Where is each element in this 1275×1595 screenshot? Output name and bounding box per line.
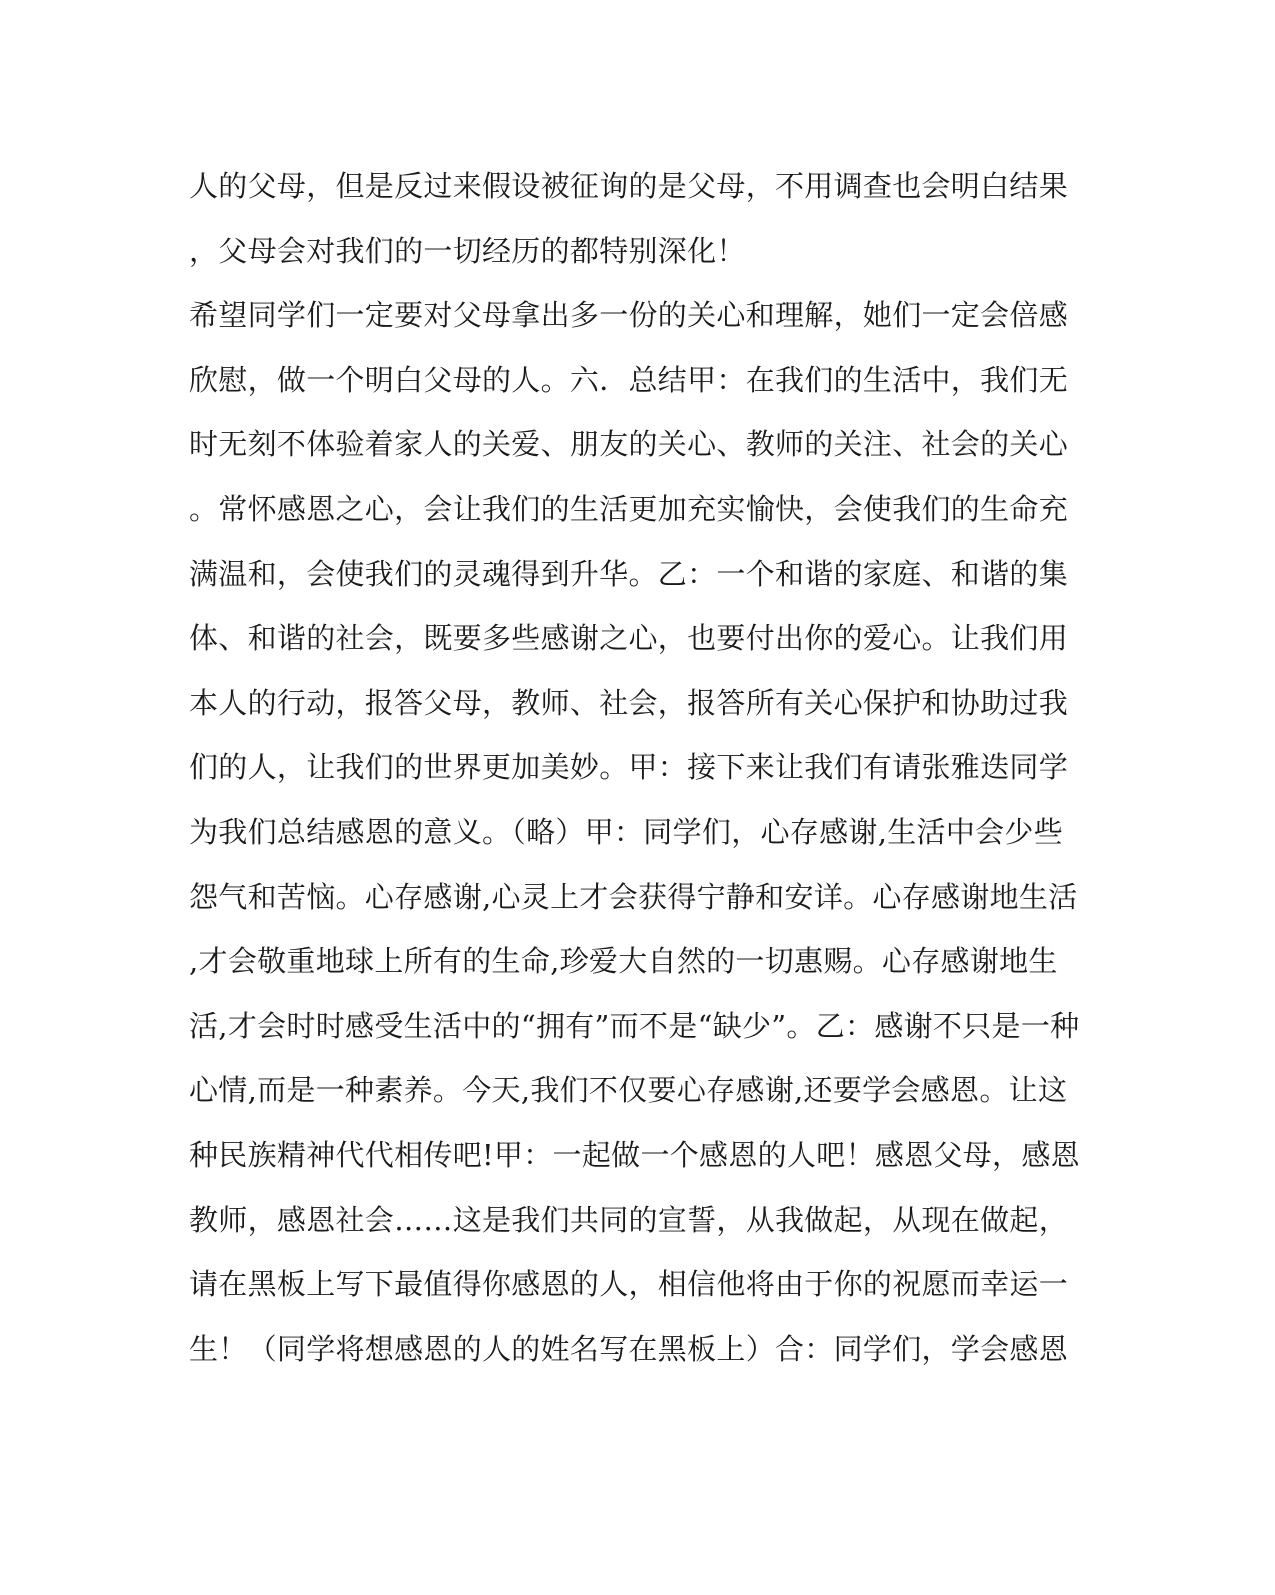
text-line: ，父母会对我们的一切经历的都特别深化！ — [189, 233, 746, 268]
text-line: 请在黑板上写下最值得你感恩的人，相信他将由于你的祝愿而幸运一 — [189, 1267, 1069, 1302]
text-line: 人的父母，但是反过来假设被征询的是父母，不用调查也会明白结果 — [189, 169, 1069, 203]
text-line: 本人的行动，报答父母，教师、社会，报答所有关心保护和协助过我 — [189, 685, 1069, 720]
text-line: 满温和，会使我们的灵魂得到升华。乙：一个和谐的家庭、和谐的集 — [189, 556, 1069, 591]
text-line: 。常怀感恩之心，会让我们的生活更加充实愉快，会使我们的生命充 — [189, 491, 1069, 526]
text-line: 种民族精神代代相传吧!甲：一起做一个感恩的人吧！感恩父母，感恩 — [189, 1137, 1080, 1172]
text-line: 体、和谐的社会，既要多些感谢之心，也要付出你的爱心。让我们用 — [189, 621, 1069, 656]
text-line: ,才会敬重地球上所有的生命,珍爱大自然的一切惠赐。心存感谢地生 — [189, 944, 1058, 979]
text-line: 活,才会时时感受生活中的“拥有”而不是“缺少”。乙：感谢不只是一种 — [189, 1008, 1080, 1043]
text-line: 们的人，让我们的世界更加美妙。甲：接下来让我们有请张雅迭同学 — [189, 750, 1069, 785]
body-text — [189, 163, 1089, 1390]
text-line: 时无刻不体验着家人的关爱、朋友的关心、教师的关注、社会的关心 — [189, 427, 1069, 462]
text-line: 心情,而是一种素养。今天,我们不仅要心存感谢,还要学会感恩。让这 — [189, 1073, 1068, 1108]
text-line: 生！（同学将想感恩的人的姓名写在黑板上）合：同学们，学会感恩 — [189, 1331, 1069, 1366]
text-line: 希望同学们一定要对父母拿出多一份的关心和理解，她们一定会倍感 — [189, 298, 1069, 333]
text-line: 教师，感恩社会……这是我们共同的宣誓，从我做起，从现在做起， — [189, 1202, 1069, 1237]
text-line: 欣慰，做一个明白父母的人。六．总结甲：在我们的生活中，我们无 — [189, 362, 1069, 397]
text-line: 为我们总结感恩的意义。（略）甲：同学们，心存感谢,生活中会少些 — [189, 814, 1064, 849]
text-line: 怨气和苦恼。心存感谢,心灵上才会获得宁静和安详。心存感谢地生活 — [189, 879, 1078, 914]
